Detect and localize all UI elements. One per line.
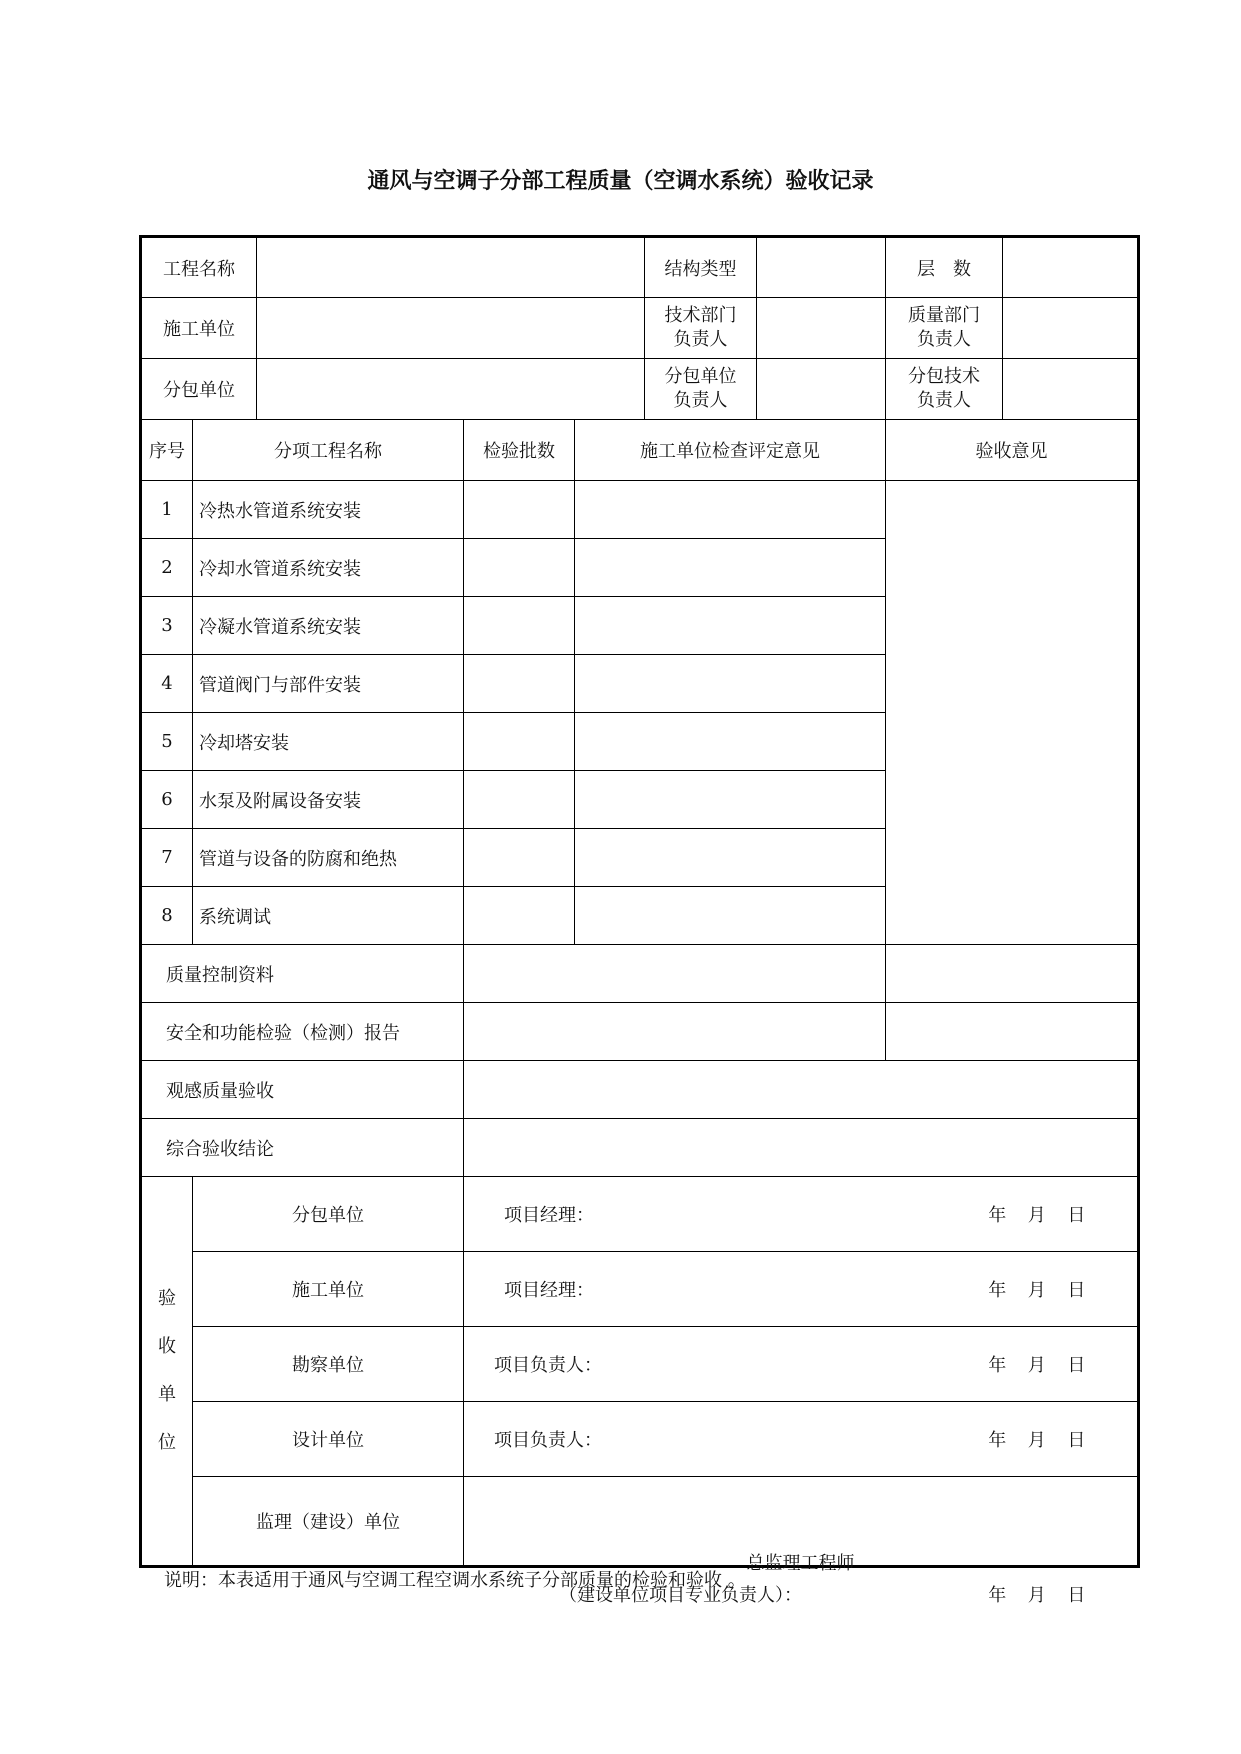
item-no: 8	[141, 887, 193, 945]
item-contractor-opinion[interactable]	[575, 887, 886, 945]
safety-report-acceptance[interactable]	[886, 1003, 1139, 1061]
conclusion-value[interactable]	[464, 1119, 1139, 1177]
sub-tech-lead-label-line1: 分包技术	[908, 366, 981, 387]
date-label: 年月日	[988, 1585, 1108, 1606]
item-no: 7	[141, 829, 193, 887]
table-row	[141, 481, 1139, 539]
floors-label: 层 数	[886, 237, 1003, 298]
item-name: 管道阀门与部件安装	[193, 655, 464, 713]
contractor-value[interactable]	[257, 298, 645, 359]
item-no: 3	[141, 597, 193, 655]
unit-supervision: 监理（建设）单位	[193, 1477, 464, 1567]
unit-survey: 勘察单位	[193, 1327, 464, 1402]
subcontractor-value[interactable]	[257, 359, 645, 420]
floors-value[interactable]	[1003, 237, 1139, 298]
item-name: 系统调试	[193, 887, 464, 945]
group-char: 位	[158, 1432, 176, 1453]
item-no: 4	[141, 655, 193, 713]
date-label: 年月日	[988, 1205, 1108, 1226]
signature-cell[interactable]	[464, 1477, 1139, 1606]
sub-tech-lead-label-line2: 负责人	[917, 390, 972, 411]
sub-tech-lead-value[interactable]	[1003, 359, 1139, 420]
item-contractor-opinion[interactable]	[575, 713, 886, 771]
signature-cell[interactable]	[464, 1177, 1139, 1252]
item-name: 水泵及附属设备安装	[193, 771, 464, 829]
item-no: 6	[141, 771, 193, 829]
quality-dept-label	[886, 298, 1003, 359]
date-label: 年月日	[988, 1430, 1108, 1451]
item-batches[interactable]	[464, 713, 575, 771]
item-name: 冷却水管道系统安装	[193, 539, 464, 597]
unit-design: 设计单位	[193, 1402, 464, 1477]
item-batches[interactable]	[464, 771, 575, 829]
quality-docs-value[interactable]	[464, 945, 886, 1003]
signature-cell[interactable]	[464, 1327, 1139, 1402]
item-contractor-opinion[interactable]	[575, 539, 886, 597]
signer-role: 项目负责人：	[494, 1430, 602, 1451]
footnote: 说明：本表适用于通风与空调工程空调水系统子分部质量的检验和验收 。	[164, 1570, 746, 1591]
signer-role: 项目经理：	[504, 1205, 594, 1226]
item-batches[interactable]	[464, 829, 575, 887]
appearance-value[interactable]	[464, 1061, 1139, 1119]
signature-cell[interactable]	[464, 1402, 1139, 1477]
col-seq: 序号	[141, 420, 193, 481]
conclusion-label: 综合验收结论	[141, 1119, 464, 1177]
item-name: 管道与设备的防腐和绝热	[193, 829, 464, 887]
contractor-label: 施工单位	[141, 298, 257, 359]
group-char: 单	[158, 1384, 176, 1405]
item-batches[interactable]	[464, 481, 575, 539]
item-name: 冷却塔安装	[193, 713, 464, 771]
safety-report-label: 安全和功能检验（检测）报告	[141, 1003, 464, 1061]
signer-role: 项目负责人：	[494, 1355, 602, 1376]
chief-engineer-label: 总监理工程师	[746, 1553, 855, 1574]
item-name: 冷热水管道系统安装	[193, 481, 464, 539]
structure-type-label: 结构类型	[645, 237, 757, 298]
structure-type-value[interactable]	[757, 237, 886, 298]
unit-contractor: 施工单位	[193, 1252, 464, 1327]
item-contractor-opinion[interactable]	[575, 481, 886, 539]
quality-docs-label: 质量控制资料	[141, 945, 464, 1003]
signer-role: 项目经理：	[504, 1280, 594, 1301]
quality-dept-label-line1: 质量部门	[908, 305, 981, 326]
item-contractor-opinion[interactable]	[575, 829, 886, 887]
tech-dept-label	[645, 298, 757, 359]
quality-docs-acceptance[interactable]	[886, 945, 1139, 1003]
col-item-name: 分项工程名称	[193, 420, 464, 481]
item-batches[interactable]	[464, 887, 575, 945]
signature-cell[interactable]	[464, 1252, 1139, 1327]
item-batches[interactable]	[464, 539, 575, 597]
safety-report-value[interactable]	[464, 1003, 886, 1061]
acceptance-unit-group-label	[141, 1177, 193, 1567]
chief-engineer-alt-label: （建设单位项目专业负责人）：	[559, 1585, 802, 1606]
item-contractor-opinion[interactable]	[575, 597, 886, 655]
sub-unit-lead-label-line2: 负责人	[673, 390, 728, 411]
sub-unit-lead-value[interactable]	[757, 359, 886, 420]
subcontractor-label: 分包单位	[141, 359, 257, 420]
tech-dept-value[interactable]	[757, 298, 886, 359]
col-batches: 检验批数	[464, 420, 575, 481]
project-name-label: 工程名称	[141, 237, 257, 298]
project-name-value[interactable]	[257, 237, 645, 298]
item-batches[interactable]	[464, 597, 575, 655]
item-no: 2	[141, 539, 193, 597]
tech-dept-label-line1: 技术部门	[664, 305, 737, 326]
date-label: 年月日	[988, 1280, 1108, 1301]
item-no: 5	[141, 713, 193, 771]
page-title: 通风与空调子分部工程质量（空调水系统）验收记录	[367, 169, 874, 194]
unit-subcontractor: 分包单位	[193, 1177, 464, 1252]
quality-dept-value[interactable]	[1003, 298, 1139, 359]
group-char: 验	[158, 1288, 176, 1309]
sub-unit-lead-label	[645, 359, 757, 420]
item-no: 1	[141, 481, 193, 539]
item-name: 冷凝水管道系统安装	[193, 597, 464, 655]
item-contractor-opinion[interactable]	[575, 771, 886, 829]
item-contractor-opinion[interactable]	[575, 655, 886, 713]
date-label: 年月日	[988, 1355, 1108, 1376]
group-char: 收	[158, 1336, 176, 1357]
sub-unit-lead-label-line1: 分包单位	[664, 366, 737, 387]
col-contractor-opinion: 施工单位检查评定意见	[575, 420, 886, 481]
item-batches[interactable]	[464, 655, 575, 713]
appearance-label: 观感质量验收	[141, 1061, 464, 1119]
sub-tech-lead-label	[886, 359, 1003, 420]
tech-dept-label-line2: 负责人	[673, 329, 728, 350]
col-acceptance-opinion: 验收意见	[886, 420, 1139, 481]
quality-dept-label-line2: 负责人	[917, 329, 972, 350]
acceptance-opinion-cell[interactable]	[886, 481, 1139, 945]
